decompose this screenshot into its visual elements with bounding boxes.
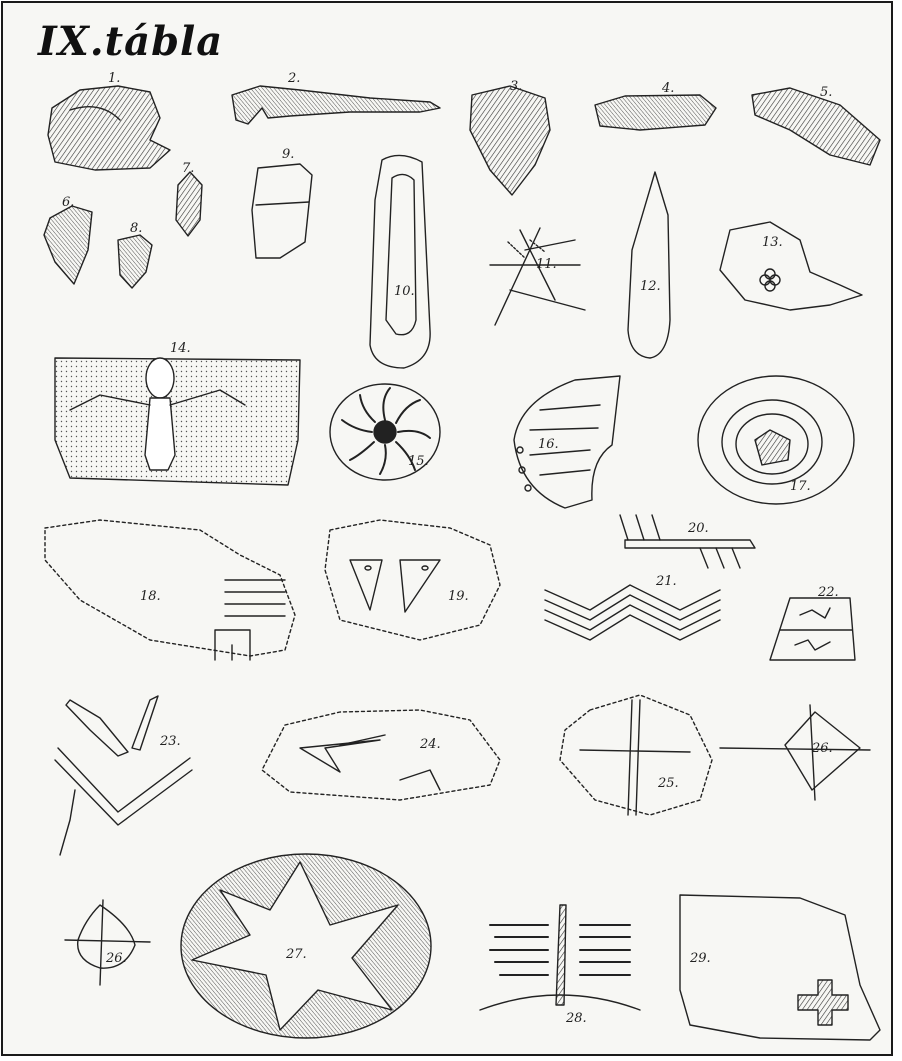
figure-number: 26. — [106, 951, 127, 966]
artifact-7 — [176, 172, 202, 236]
artifact-14 — [55, 358, 300, 485]
artifact-11 — [490, 228, 585, 325]
figure-number: 5. — [820, 85, 833, 100]
artifact-26a — [720, 705, 870, 800]
artifact-5 — [752, 88, 880, 165]
figure-number: 29. — [690, 951, 711, 966]
artifact-29 — [680, 895, 880, 1040]
figure-number: 21. — [656, 574, 677, 589]
artifact-26b — [65, 900, 150, 985]
figure-number: 22. — [818, 585, 839, 600]
artifact-10 — [370, 155, 430, 368]
figure-number: 26. — [812, 741, 833, 756]
figure-number: 6. — [62, 195, 75, 210]
artifact-13 — [720, 222, 862, 310]
figure-number: 27. — [286, 947, 307, 962]
figure-number: 12. — [640, 279, 661, 294]
artifact-8 — [118, 235, 152, 288]
figure-number: 8. — [130, 221, 143, 236]
figure-number: 15. — [408, 454, 429, 469]
artifact-3 — [470, 86, 550, 195]
figure-number: 1. — [108, 71, 121, 86]
artifact-25 — [560, 695, 712, 815]
artifact-17 — [698, 376, 854, 504]
artifact-21 — [545, 585, 720, 640]
figure-number: 25. — [658, 776, 679, 791]
figure-number: 17. — [790, 479, 811, 494]
artifact-6 — [44, 206, 92, 284]
artifact-1 — [48, 86, 170, 170]
artifact-4 — [595, 95, 716, 130]
figure-number: 19. — [448, 589, 469, 604]
figure-number: 20. — [688, 521, 709, 536]
artifact-16 — [514, 376, 620, 508]
figure-number: 13. — [762, 235, 783, 250]
artifact-18 — [45, 520, 295, 660]
figure-number: 4. — [662, 81, 675, 96]
plate-title: IX.tábla — [38, 18, 224, 65]
artifact-28 — [480, 905, 640, 1010]
artifact-9 — [252, 164, 312, 258]
figure-number: 16. — [538, 437, 559, 452]
artifact-23 — [55, 696, 192, 855]
figure-number: 7. — [182, 161, 195, 176]
figure-number: 11. — [536, 257, 557, 272]
figure-number: 23. — [160, 734, 181, 749]
figure-number: 2. — [288, 71, 301, 86]
figure-number: 18. — [140, 589, 161, 604]
artifact-24 — [262, 710, 500, 800]
artifact-2 — [232, 86, 440, 124]
figure-number: 14. — [170, 341, 191, 356]
artifact-19 — [325, 520, 500, 640]
artifact-22 — [770, 598, 855, 660]
artifact-12 — [628, 172, 670, 358]
artifact-27 — [181, 854, 431, 1038]
figure-number: 24. — [420, 737, 441, 752]
figure-number: 10. — [394, 284, 415, 299]
figure-number: 3. — [510, 79, 523, 94]
figure-number: 28. — [566, 1011, 587, 1026]
figure-number: 9. — [282, 147, 295, 162]
